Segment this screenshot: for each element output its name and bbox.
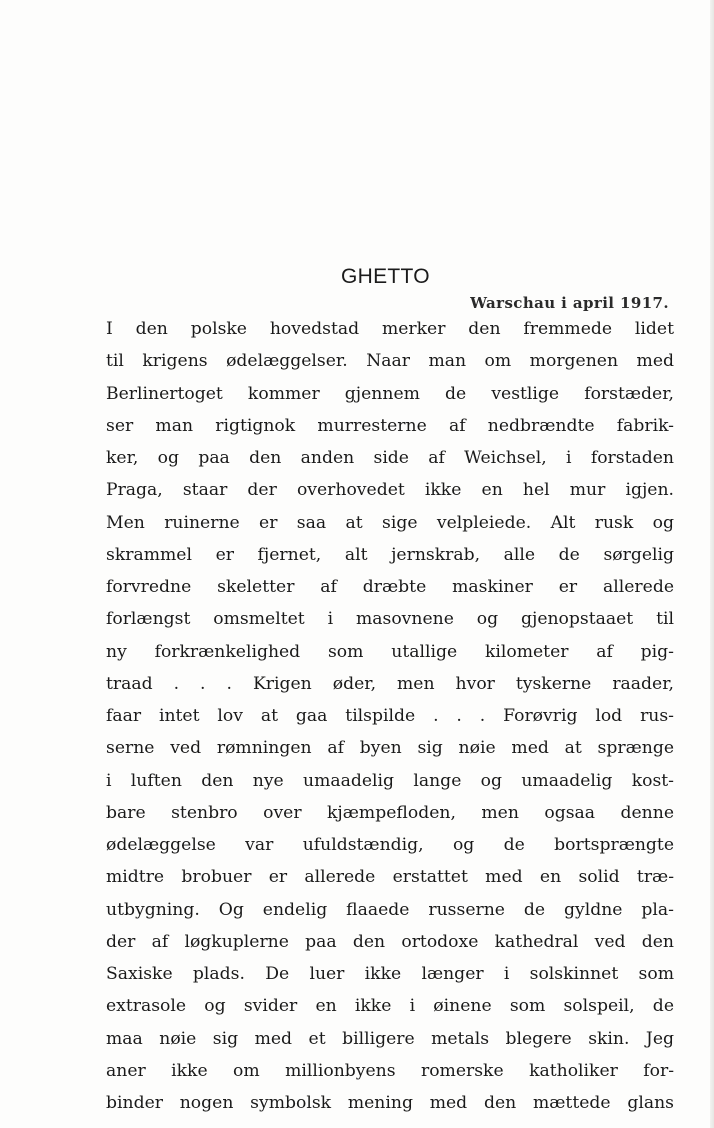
text-line: i luften den nye umaadelig lange og umaadelig kost- bbox=[106, 770, 674, 791]
text-line: Berlinertoget kommer gjennem de vestlige forstæder, bbox=[106, 383, 674, 404]
page-edge bbox=[710, 0, 714, 1128]
text-line: ødelæggelse var ufuldstændig, og de bortsprængte bbox=[106, 835, 674, 855]
text-line: Saxiske plads. De luer ikke længer i solskinnet som bbox=[106, 964, 674, 984]
text-line: midtre brobuer er allerede erstattet med en solid træ- bbox=[106, 867, 674, 888]
text-line: der af løgkuplerne paa den ortodoxe kathedral ved den bbox=[106, 931, 674, 952]
dateline: Warschau i april 1917. bbox=[470, 294, 669, 312]
text-line: Men ruinerne er saa at sige velpleiede. Alt rusk og bbox=[106, 512, 674, 533]
text-line: Praga, staar der overhovedet ikke en hel mur igjen. bbox=[106, 480, 674, 501]
text-line: utbygning. Og endelig flaaede russerne de gyldne pla- bbox=[106, 899, 674, 920]
text-line: faar intet lov at gaa tilspilde . . . Forøvrig lod rus- bbox=[106, 706, 674, 726]
chapter-title: GHETTO bbox=[341, 265, 430, 288]
body-text bbox=[106, 313, 674, 1119]
text-line: binder nogen symbolsk mening med den mættede glans bbox=[106, 1093, 674, 1113]
text-line: ser man rigtignok murresterne af nedbrændte fabrik- bbox=[106, 415, 674, 436]
text-line: maa nøie sig med et billigere metals blegere skin. Jeg bbox=[106, 1028, 674, 1049]
text-line: aner ikke om millionbyens romerske katholiker for- bbox=[106, 1060, 674, 1081]
text-line: forlængst omsmeltet i masovnene og gjenopstaaet til bbox=[106, 609, 674, 630]
text-line: traad . . . Krigen øder, men hvor tyskerne raader, bbox=[106, 673, 674, 694]
text-line: extrasole og svider en ikke i øinene som solspeil, de bbox=[106, 996, 674, 1017]
text-line: skrammel er fjernet, alt jernskrab, alle de sørgelig bbox=[106, 544, 674, 565]
text-line: forvredne skeletter af dræbte maskiner er allerede bbox=[106, 577, 674, 597]
text-line: til krigens ødelæggelser. Naar man om morgenen med bbox=[106, 351, 674, 372]
text-line: serne ved rømningen af byen sig nøie med at sprænge bbox=[106, 738, 674, 759]
text-line: bare stenbro over kjæmpefloden, men ogsaa denne bbox=[106, 802, 674, 823]
text-line: ker, og paa den anden side af Weichsel, i forstaden bbox=[106, 448, 674, 468]
text-line: ny forkrænkelighed som utallige kilometer af pig- bbox=[106, 641, 674, 662]
text-line: I den polske hovedstad merker den fremmede lidet bbox=[106, 319, 674, 339]
